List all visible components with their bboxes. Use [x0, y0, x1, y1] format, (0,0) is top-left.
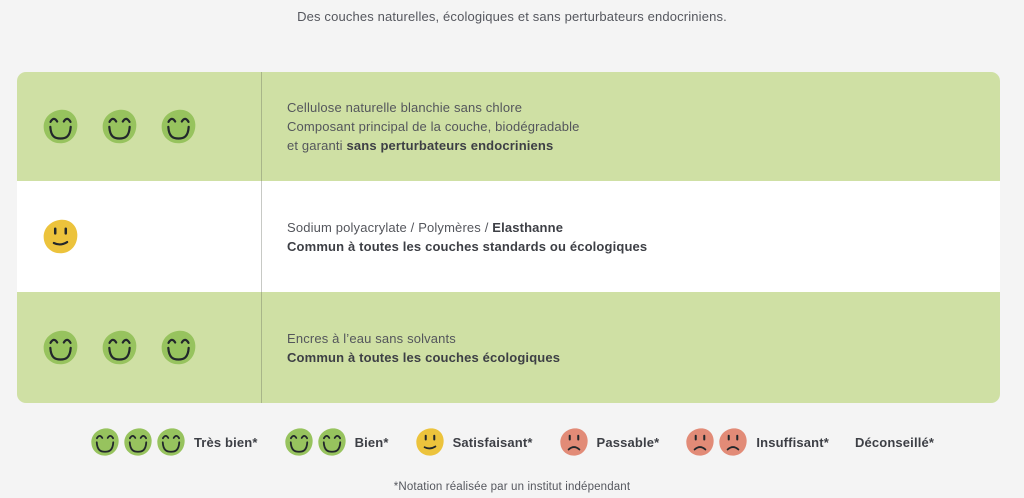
smiley-very-happy-icon [160, 329, 197, 366]
legend-label: Satisfaisant* [452, 434, 533, 450]
rating-cell [17, 72, 261, 181]
legend-smileys [415, 427, 445, 457]
legend-label: Bien* [354, 434, 389, 450]
smiley-very-happy-icon [101, 329, 138, 366]
table-row [17, 72, 1000, 181]
legend-smileys [685, 427, 748, 457]
row-text-line: Cellulose naturelle blanchie sans chlore [287, 100, 523, 115]
smiley-sad-icon [718, 427, 748, 457]
legend-item-passable [559, 427, 660, 457]
row-text-line: Commun à toutes les couches écologiques [287, 349, 561, 365]
smiley-very-happy-icon [123, 427, 153, 457]
legend-label: Déconseillé* [854, 434, 935, 450]
legend-label: Passable* [596, 434, 660, 450]
page-title: Des couches naturelles, écologiques et sans perturbateurs endocriniens. [297, 9, 727, 24]
row-text-line: Encres à l’eau sans solvants [287, 330, 456, 346]
table-row [17, 181, 1000, 292]
row-text-line: et garanti sans perturbateurs endocriniens [287, 138, 554, 153]
row-text-cell [261, 292, 1000, 403]
rating-cell [17, 292, 261, 403]
footnote: *Notation réalisée par un institut indépendant [393, 481, 631, 493]
row-text-line: Composant principal de la couche, biodégradable [287, 119, 580, 134]
row-text-cell [261, 72, 1000, 181]
legend-item-bien [284, 427, 389, 457]
smiley-sad-icon [559, 427, 589, 457]
legend-label: Très bien* [193, 434, 258, 450]
composition-table [17, 72, 1000, 403]
smiley-very-happy-icon [317, 427, 347, 457]
smiley-neutral-icon [42, 218, 79, 255]
smiley-very-happy-icon [42, 108, 79, 145]
smiley-very-happy-icon [101, 108, 138, 145]
rating-legend [0, 424, 1024, 460]
legend-smileys [284, 427, 347, 457]
row-text-line: Sodium polyacrylate / Polymères / Elasthanne [287, 219, 564, 235]
legend-label: Insuffisant* [756, 434, 829, 450]
smiley-very-happy-icon [156, 427, 186, 457]
legend-item-insuffisant [685, 427, 829, 457]
legend-item-deconseille [855, 435, 934, 450]
legend-smileys [90, 427, 186, 457]
smiley-very-happy-icon [160, 108, 197, 145]
legend-smileys [559, 427, 589, 457]
table-row [17, 292, 1000, 403]
legend-item-tres-bien [90, 427, 258, 457]
row-text-line: Commun à toutes les couches standards ou écologiques [287, 238, 648, 254]
smiley-very-happy-icon [42, 329, 79, 366]
smiley-sad-icon [685, 427, 715, 457]
smiley-neutral-icon [415, 427, 445, 457]
smiley-very-happy-icon [90, 427, 120, 457]
legend-item-satisfaisant [415, 427, 533, 457]
rating-cell [17, 181, 261, 292]
row-text-cell [261, 181, 1000, 292]
smiley-very-happy-icon [284, 427, 314, 457]
